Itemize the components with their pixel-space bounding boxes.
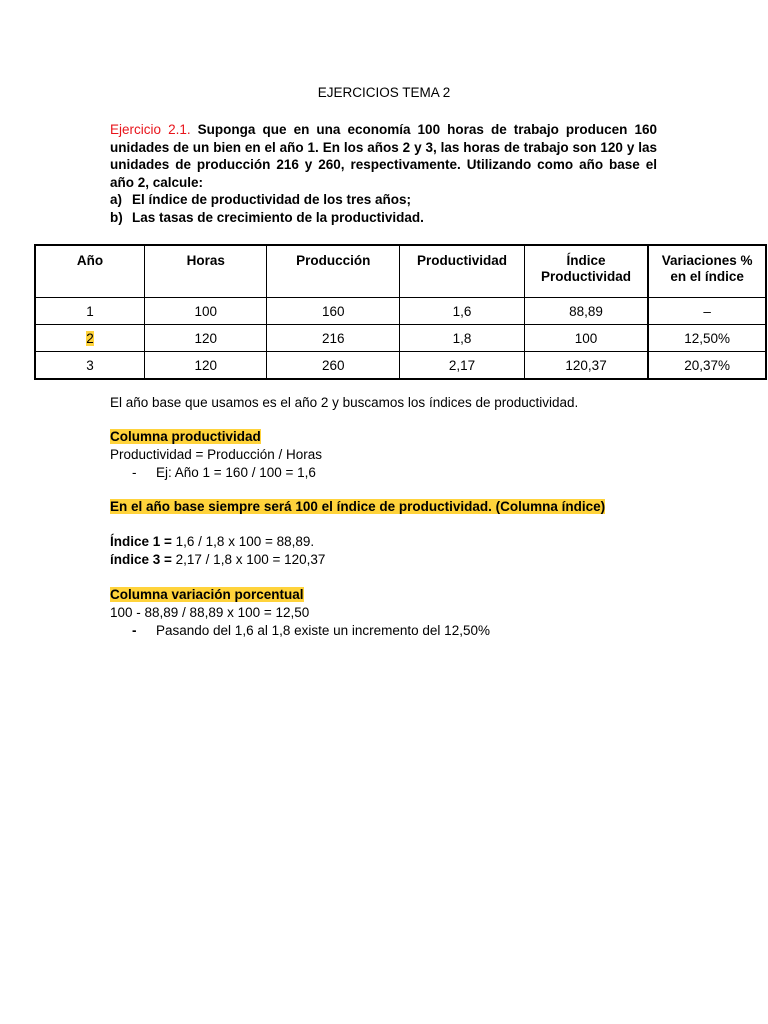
document-title: EJERCICIOS TEMA 2 [317,85,451,100]
cell-variacion: 20,37% [648,352,766,380]
question-list [110,191,657,226]
indice3-value: 2,17 / 1,8 x 100 = 120,37 [171,552,326,567]
header-indice: Índice Productividad [524,245,648,298]
indice1-label: Índice 1 = [110,534,172,549]
variation-note: Pasando del 1,6 al 1,8 existe un incremento del 12,50% [156,623,490,638]
cell-ano: 1 [35,298,144,325]
base-year-note [110,498,710,516]
cell-produccion: 160 [267,298,400,325]
cell-indice: 120,37 [524,352,648,380]
cell-productividad: 1,8 [400,325,525,352]
table-row [35,352,766,380]
cell-ano [35,325,144,352]
table-header-row [35,245,766,298]
cell-variacion: – [648,298,766,325]
example-text: Ej: Año 1 = 160 / 100 = 1,6 [156,465,316,480]
bullet-dash: - [132,623,137,638]
cell-horas: 120 [144,325,266,352]
table-row [35,298,766,325]
question-letter: b) [110,209,123,225]
intro-text: El año base que usamos es el año 2 y buscamos los índices de productividad. [110,395,579,410]
formula-text: 100 - 88,89 / 88,89 x 100 = 12,50 [110,605,310,620]
cell-indice: 100 [524,325,648,352]
bullet-dash: - [132,465,137,480]
header-horas: Horas [144,245,266,298]
exercise-text: Suponga que en una economía 100 horas de trabajo producen 160 unidades de un bien en el año 1. En los años 2 y 3, las horas de trabajo son 120 y las unidades de producción 216 y 260, respectivamente. Utilizando como año base el año 2, calcule: [110,122,657,190]
cell-productividad: 1,6 [400,298,525,325]
question-letter: a) [110,192,123,207]
cell-variacion: 12,50% [648,325,766,352]
cell-productividad: 2,17 [400,352,525,380]
productivity-section [110,428,710,482]
index-calculations [110,533,710,569]
header-variaciones: Variaciones % en el índice [648,245,766,298]
header-produccion: Producción [267,245,400,298]
section-title: Columna variación porcentual [110,587,304,602]
section-title: Columna productividad [110,429,261,444]
indice3-label: índice 3 = [110,552,172,567]
indice1-value: 1,6 / 1,8 x 100 = 88,89. [171,534,315,549]
exercise-statement [110,121,657,226]
productivity-table [34,244,767,380]
cell-indice: 88,89 [524,298,648,325]
exercise-label: Ejercicio 2.1. [110,122,191,137]
cell-horas: 120 [144,352,266,380]
cell-ano: 3 [35,352,144,380]
header-productividad: Productividad [400,245,525,298]
cell-produccion: 260 [267,352,400,380]
formula-text: Productividad = Producción / Horas [110,447,322,462]
base-year-note-text: En el año base siempre será 100 el índice de productividad. (Columna índice) [110,499,606,514]
question-item [110,209,657,227]
variation-section [110,586,710,640]
base-year-highlight: 2 [86,330,94,346]
cell-produccion: 216 [267,325,400,352]
question-text: Las tasas de crecimiento de la productividad. [132,209,424,225]
question-text: El índice de productividad de los tres años; [132,192,412,207]
cell-horas: 100 [144,298,266,325]
question-item [110,191,657,209]
header-ano: Año [35,245,144,298]
table-row [35,325,766,352]
